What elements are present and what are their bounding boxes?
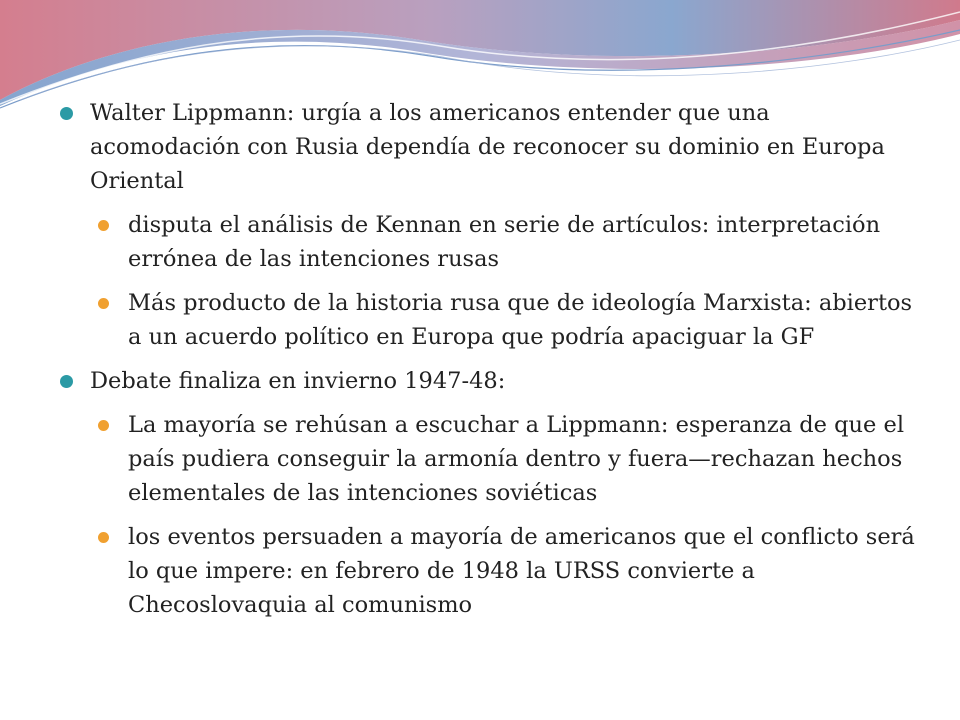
bullet-dot-icon [98,298,109,309]
sub-bullet-item [98,408,920,510]
bullet-text: Walter Lippmann: urgía a los americanos entender que una acomodación con Rusia dependía de reconocer su dominio en Europa Oriental [90,100,885,194]
sub-bullet-item [98,208,920,276]
sub-bullet-text: disputa el análisis de Kennan en serie de artículos: interpretación errónea de las intenciones rusas [128,212,881,272]
sub-bullet-item [98,286,920,354]
bullet-list [60,96,920,632]
sub-bullet-item [98,520,920,622]
bullet-dot-icon [60,107,73,120]
bullet-item [60,96,920,198]
bullet-dot-icon [98,532,109,543]
sub-bullet-text: La mayoría se rehúsan a escuchar a Lippmann: esperanza de que el país pudiera conseguir la armonía dentro y fuera—rechazan hechos elementales de las intenciones soviéticas [128,412,905,506]
bullet-dot-icon [98,220,109,231]
bullet-item [60,364,920,398]
bullet-text: Debate finaliza en invierno 1947-48: [90,368,506,394]
bullet-dot-icon [98,420,109,431]
bullet-dot-icon [60,375,73,388]
sub-bullet-text: Más producto de la historia rusa que de ideología Marxista: abiertos a un acuerdo político en Europa que podría apaciguar la GF [128,290,913,350]
sub-bullet-text: los eventos persuaden a mayoría de americanos que el conflicto será lo que impere: en febrero de 1948 la URSS convierte a Checoslovaquia al comunismo [128,524,915,618]
